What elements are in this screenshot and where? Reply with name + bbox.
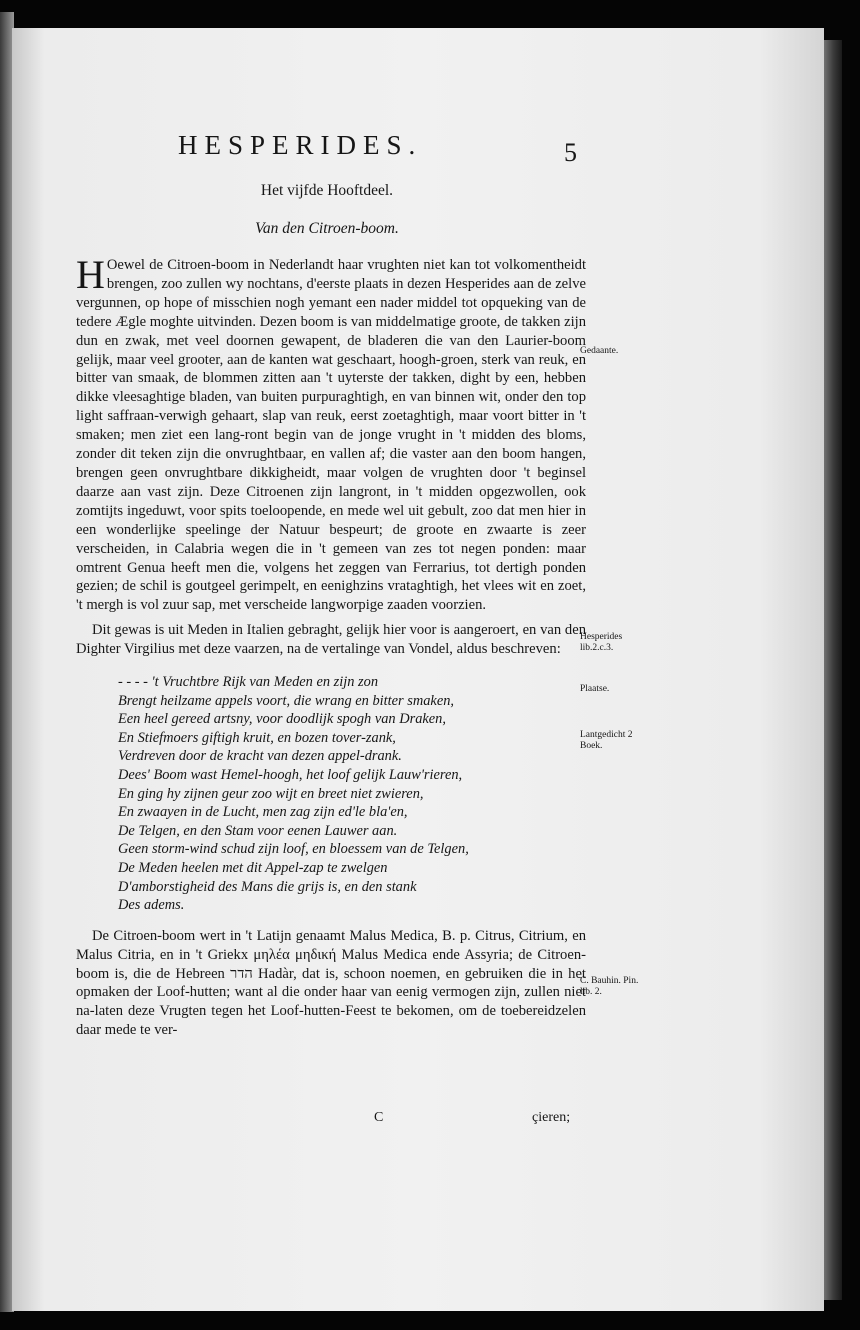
chapter-title: Het vijfde Hooftdeel. xyxy=(260,182,394,199)
verse-block xyxy=(118,673,586,915)
verse-line: D'amborstigheid des Mans die grijs is, en den stank xyxy=(118,878,417,895)
section-title: Van den Citroen-boom. xyxy=(255,220,399,237)
page-number: 5 xyxy=(564,138,577,167)
catchword: çieren; xyxy=(532,1110,571,1125)
paragraph-origin: Dit gewas is uit Meden in Italien gebraght, gelijk hier voor is aangeroert, en van den Dighter Virgilius met deze vaarzen, na de vertalinge van Vondel, aldus beschreven: xyxy=(76,622,586,658)
verse-line: De Meden heelen met dit Appel-zap te zwelgen xyxy=(118,859,388,876)
verse-line: - - - - 't Vruchtbre Rijk van Meden en zijn zon xyxy=(118,674,379,691)
drop-cap: H xyxy=(76,252,105,297)
body-text xyxy=(76,252,586,1046)
margin-note-lantgedicht: Lantgedicht 2 Boek. xyxy=(580,730,633,751)
margin-note-hesperides: Hesperides lib.2.c.3. xyxy=(580,632,623,653)
verse-line: Verdreven door de kracht van dezen appel-drank. xyxy=(118,748,402,765)
verse-line: Des adems. xyxy=(118,897,185,914)
running-head: HESPERIDES. xyxy=(178,130,423,160)
verse-line: En ging hy zijnen geur zoo wijt en breet niet zwieren, xyxy=(118,785,424,802)
paragraph-names: De Citroen-boom wert in 't Latijn genaamt Malus Medica, B. p. Citrus, Citrium, en Malus Citria, en in 't Griekx μηλέα μηδική Malus Medica ende Assyria; de Citroen-boom is, die de Hebreen הדר Hadàr, dat is, schoon noemen, en gebruiken die in het opmaken der Loof-hutten; want al die onder haar van eenig vermogen zijn, zullen niet na-laten deze Vrugten tegen het Loof-hutten-Feest te bekomen, om de toebereidzelen daar mede te ver- xyxy=(76,927,586,1039)
verse-line: En Stiefmoers giftigh kruit, en bozen tover-zank, xyxy=(118,729,396,746)
margin-note-plaats: Plaatse. xyxy=(580,684,610,694)
paper-sheet xyxy=(12,28,824,1311)
paragraph-intro-text: Oewel de Citroen-boom in Nederlandt haar vrughten niet kan tot volkomentheidt brengen, zoo zullen wy nochtans, d'eerste plaats in dezen Hesperides aan de zelve vergunnen, op hope of misschien nogh yemant een nader middel tot opqueking van de tedere Ægle moghte uitvinden. Dezen boom is van middelmatige groote, de takken zijn dun en zwak, met veel doornen gewapent, de bladeren die van den Laurier-boom gelijk, maar veel grooter, aan de kanten wat geschaart, hoogh-groen, sterk van reuk, en bitter van smaak, de blommen zitten aan 't uyterste der takken, dight by een, hebben dikke vleesaghtige bladen, van buiten purpuraghtigh, en van binnen wit, onder den top light saffraan-verwigh gehaart, slap van reuk, eerst zoetaghtigh, maar voort bitter in 't smaken; men ziet een lang-ront begin van de jonge vrught in 't midden des bloms, zonder dit teken zijn die onvrughtbaar, en vallen af; die vaster aan den boom hangen, brengen geen onvrughtbare dikkigheidt, maar volgen de vrughten door 't beginsel daarze aan vast zijn. Deze Citroenen zijn langront, in 't midden opgezwollen, ook zomtijts ingeduwt, voor spits toeloopende, en mede wel uit gebult, zoo dat men hier in een wonderlijke speelinge der Natuur bespeurt; de groote en zwaarte is zeer verscheiden, in Calabria wegen die in 't gemeen van zes tot negen ponden: maar omtrent Genua heeft men die, volgens het zeggen van Ferrarius, tot dertigh ponden gezien; de schil is goutgeel gerimpelt, en eenighzins vrataghtigh, het vlees wit en zoet, 't mergh is vol zuur sap, met verscheide langworpige zaaden voorzien. xyxy=(76,257,586,614)
margin-note-gedaante: Gedaante. xyxy=(580,346,619,356)
verse-line: En zwaayen in de Lucht, men zag zijn ed'le bla'en, xyxy=(118,804,408,821)
signature-mark: C xyxy=(374,1110,384,1125)
verse-line: Een heel gereed artsny, voor doodlijk spogh van Draken, xyxy=(118,711,446,728)
verse-line: Brengt heilzame appels voort, die wrang en bitter smaken, xyxy=(118,692,454,709)
margin-note-bauhin: C. Bauhin. Pin. lib. 2. xyxy=(580,976,639,997)
paragraph-intro xyxy=(76,252,586,615)
verse-line: Dees' Boom wast Hemel-hoogh, het loof gelijk Lauw'rieren, xyxy=(118,767,463,783)
verse-line: De Telgen, en den Stam voor eenen Lauwer aan. xyxy=(118,822,398,839)
verse-line: Geen storm-wind schud zijn loof, en bloessem van de Telgen, xyxy=(118,841,469,858)
